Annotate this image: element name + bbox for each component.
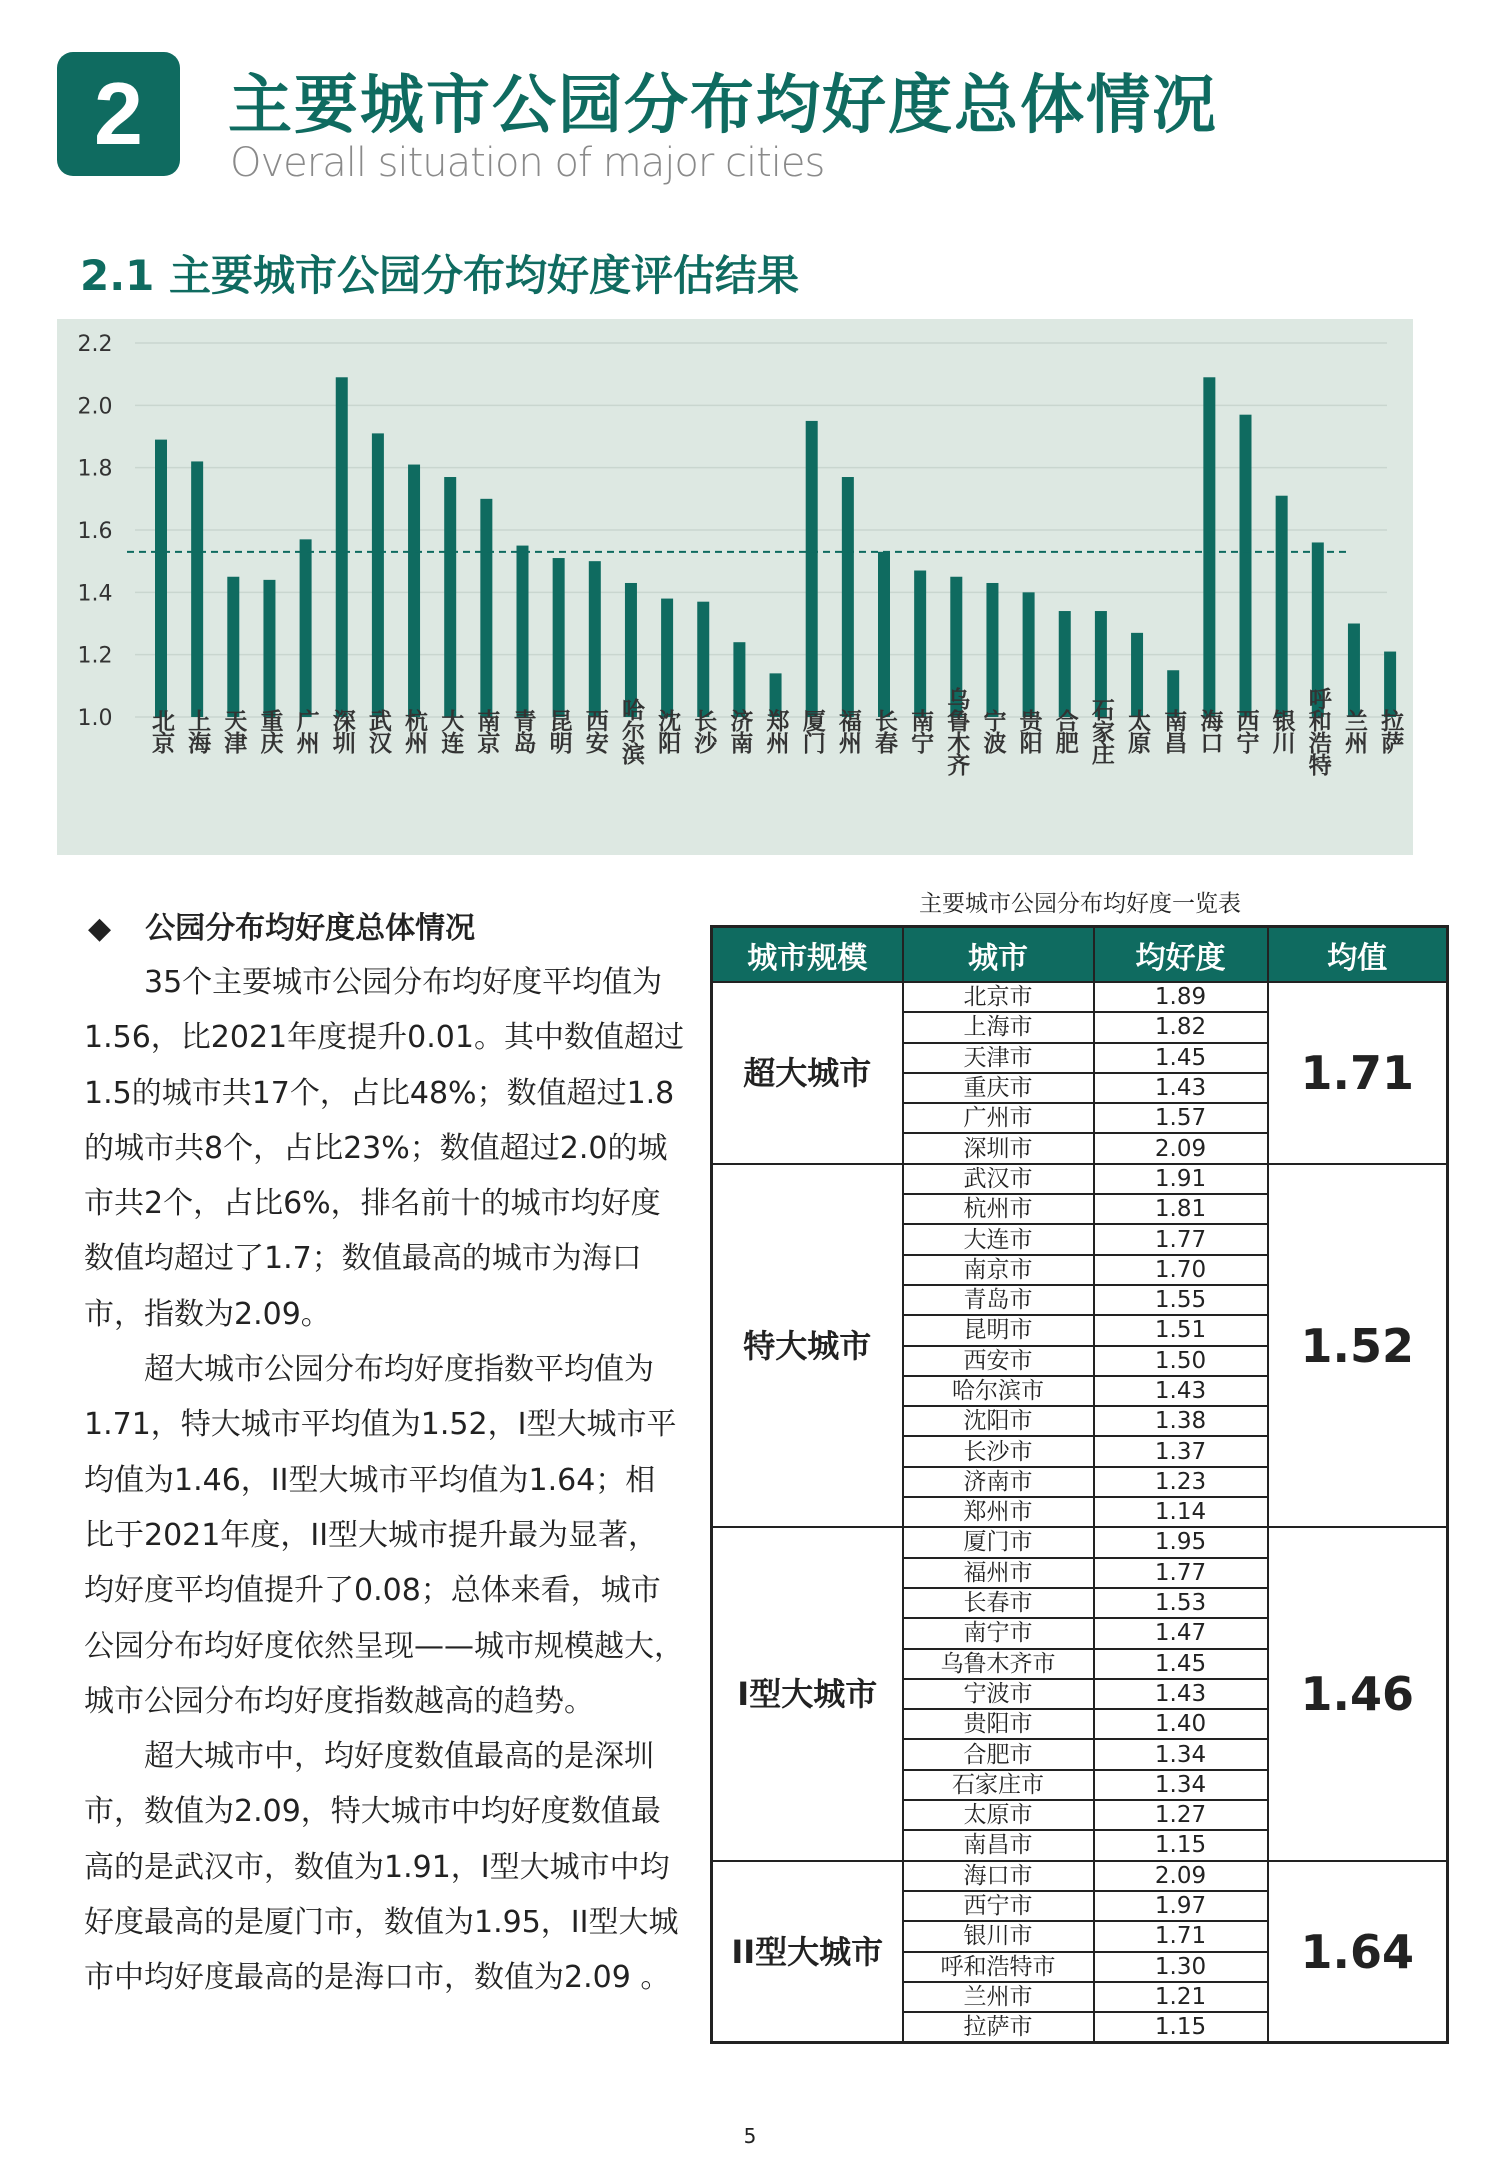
x-tick-label: 郑州 xyxy=(762,709,789,753)
city-cell: 深圳市 xyxy=(903,1133,1094,1163)
bar xyxy=(155,440,167,717)
bar xyxy=(878,552,890,717)
city-scale-cell: I型大城市 xyxy=(712,1527,903,1860)
bar xyxy=(1023,592,1035,717)
bar xyxy=(480,499,492,717)
city-cell: 呼和浩特市 xyxy=(903,1952,1094,1982)
bar xyxy=(733,642,745,717)
bar xyxy=(372,433,384,717)
group-mean-cell: 1.52 xyxy=(1268,1164,1448,1528)
group-mean-cell: 1.64 xyxy=(1268,1861,1448,2043)
score-cell: 1.37 xyxy=(1094,1436,1268,1466)
bar xyxy=(1203,377,1215,717)
x-tick-label: 北京 xyxy=(148,709,174,753)
body-text xyxy=(84,955,684,2006)
city-cell: 昆明市 xyxy=(903,1315,1094,1345)
city-cell: 银川市 xyxy=(903,1921,1094,1951)
score-cell: 1.40 xyxy=(1094,1709,1268,1739)
bar xyxy=(1348,624,1360,718)
bar xyxy=(1276,496,1288,717)
city-cell: 厦门市 xyxy=(903,1527,1094,1557)
city-cell: 哈尔滨市 xyxy=(903,1376,1094,1406)
x-tick-label: 广州 xyxy=(292,709,319,753)
city-cell: 杭州市 xyxy=(903,1194,1094,1224)
x-tick-label: 拉萨 xyxy=(1377,709,1404,753)
table-caption: 主要城市公园分布均好度一览表 xyxy=(919,891,1241,917)
x-tick-label: 杭州 xyxy=(401,709,428,753)
score-cell: 1.34 xyxy=(1094,1739,1268,1769)
text-heading xyxy=(88,903,475,947)
bar xyxy=(191,461,203,717)
y-tick-label: 2.0 xyxy=(77,394,113,420)
x-tick-label: 南昌 xyxy=(1160,709,1187,753)
x-tick-label: 南京 xyxy=(473,709,500,753)
y-tick-label: 1.2 xyxy=(77,643,113,669)
bar xyxy=(517,546,529,717)
y-tick-label: 1.8 xyxy=(77,456,113,482)
x-tick-label: 重庆 xyxy=(256,709,283,753)
page-number: 5 xyxy=(743,2124,757,2148)
score-cell: 1.15 xyxy=(1094,1830,1268,1860)
score-cell: 1.95 xyxy=(1094,1527,1268,1557)
score-cell: 1.21 xyxy=(1094,1982,1268,2012)
city-cell: 沈阳市 xyxy=(903,1406,1094,1436)
score-cell: 1.27 xyxy=(1094,1800,1268,1830)
bar-chart xyxy=(57,319,1413,855)
x-tick-label: 银川 xyxy=(1268,709,1295,753)
score-cell: 1.30 xyxy=(1094,1952,1268,1982)
bar xyxy=(842,477,854,717)
city-cell: 宁波市 xyxy=(903,1679,1094,1709)
x-tick-label: 海口 xyxy=(1196,709,1223,753)
chart-panel xyxy=(57,319,1413,855)
x-tick-label: 石家庄 xyxy=(1087,698,1114,764)
city-cell: 兰州市 xyxy=(903,1982,1094,2012)
x-tick-label: 济南 xyxy=(726,709,753,753)
y-tick-label: 1.4 xyxy=(77,581,113,607)
table-header-row xyxy=(712,927,1448,983)
city-cell: 太原市 xyxy=(903,1800,1094,1830)
city-cell: 大连市 xyxy=(903,1224,1094,1254)
city-cell: 贵阳市 xyxy=(903,1709,1094,1739)
city-cell: 南昌市 xyxy=(903,1830,1094,1860)
paragraph: 超大城市公园分布均好度指数平均值为1.71，特大城市平均值为1.52，I型大城市平均值为1.46，II型大城市平均值为1.64；相比于2021年度，II型大城市提升最为显著，均好度平均值提升了0.08；总体来看，城市公园分布均好度依然呈现——城市规模越大，城市公园分布均好度指数越高的趋势。 xyxy=(84,1352,684,1719)
score-cell: 1.77 xyxy=(1094,1224,1268,1254)
bar xyxy=(986,583,998,717)
score-cell: 1.53 xyxy=(1094,1588,1268,1618)
bar xyxy=(336,377,348,717)
city-cell: 广州市 xyxy=(903,1103,1094,1133)
x-tick-label: 太原 xyxy=(1124,709,1151,753)
city-cell: 天津市 xyxy=(903,1043,1094,1073)
city-cell: 拉萨市 xyxy=(903,2012,1094,2043)
column-header: 城市规模 xyxy=(712,927,903,983)
group-mean-cell: 1.46 xyxy=(1268,1527,1448,1860)
bar xyxy=(1384,652,1396,717)
x-tick-label: 西安 xyxy=(581,709,608,753)
score-cell: 1.71 xyxy=(1094,1921,1268,1951)
bar xyxy=(589,561,601,717)
city-cell: 西宁市 xyxy=(903,1891,1094,1921)
page-subtitle: Overall situation of major cities xyxy=(230,140,825,186)
score-cell: 2.09 xyxy=(1094,1861,1268,1891)
x-tick-label: 天津 xyxy=(220,709,247,753)
city-cell: 海口市 xyxy=(903,1861,1094,1891)
x-tick-label: 青岛 xyxy=(509,709,536,753)
section-number-badge: 2 xyxy=(57,52,180,176)
column-header: 城市 xyxy=(903,927,1094,983)
city-cell: 济南市 xyxy=(903,1467,1094,1497)
bar xyxy=(806,421,818,717)
column-header: 均好度 xyxy=(1094,927,1268,983)
score-cell: 1.47 xyxy=(1094,1618,1268,1648)
score-cell: 1.23 xyxy=(1094,1467,1268,1497)
bar xyxy=(300,539,312,717)
paragraph: 超大城市中，均好度数值最高的是深圳市，数值为2.09，特大城市中均好度数值最高的是武汉市，数值为1.91，I型大城市中均好度最高的是厦门市，数值为1.95，II型大城市中均好度最高的是海口市，数值为2.09 。 xyxy=(84,1739,679,1996)
score-cell: 1.97 xyxy=(1094,1891,1268,1921)
score-cell: 1.77 xyxy=(1094,1558,1268,1588)
score-cell: 1.51 xyxy=(1094,1315,1268,1345)
x-tick-label: 乌鲁木齐 xyxy=(943,687,970,775)
score-cell: 1.45 xyxy=(1094,1043,1268,1073)
city-cell: 武汉市 xyxy=(903,1164,1094,1194)
bar xyxy=(661,599,673,717)
city-cell: 石家庄市 xyxy=(903,1770,1094,1800)
bar xyxy=(1059,611,1071,717)
city-cell: 北京市 xyxy=(903,982,1094,1012)
score-cell: 2.09 xyxy=(1094,1133,1268,1163)
diamond-bullet-icon: ◆ xyxy=(88,911,112,946)
table-row xyxy=(712,982,1448,1012)
table-body xyxy=(712,982,1448,2043)
bar xyxy=(1240,415,1252,717)
bar xyxy=(553,558,565,717)
x-tick-label: 宁波 xyxy=(979,709,1006,753)
score-cell: 1.14 xyxy=(1094,1497,1268,1527)
score-cell: 1.43 xyxy=(1094,1376,1268,1406)
group-mean-cell: 1.71 xyxy=(1268,982,1448,1164)
x-tick-label: 沈阳 xyxy=(654,709,681,753)
x-tick-label: 贵阳 xyxy=(1015,709,1042,753)
x-tick-label: 合肥 xyxy=(1051,709,1078,753)
score-cell: 1.43 xyxy=(1094,1073,1268,1103)
score-cell: 1.43 xyxy=(1094,1679,1268,1709)
score-cell: 1.81 xyxy=(1094,1194,1268,1224)
score-cell: 1.89 xyxy=(1094,982,1268,1012)
x-tick-label: 厦门 xyxy=(798,709,825,753)
x-tick-label: 昆明 xyxy=(545,709,572,753)
x-tick-label: 长沙 xyxy=(690,709,717,753)
y-tick-label: 2.2 xyxy=(77,332,113,357)
city-scale-cell: 超大城市 xyxy=(712,982,903,1164)
x-tick-label: 西宁 xyxy=(1232,709,1259,753)
city-cell: 乌鲁木齐市 xyxy=(903,1649,1094,1679)
x-tick-label: 大连 xyxy=(437,709,464,753)
city-cell: 重庆市 xyxy=(903,1073,1094,1103)
y-tick-label: 1.0 xyxy=(77,706,113,731)
bar xyxy=(408,465,420,717)
score-cell: 1.45 xyxy=(1094,1649,1268,1679)
x-tick-label: 呼和浩特 xyxy=(1304,687,1331,775)
city-scale-cell: 特大城市 xyxy=(712,1164,903,1528)
x-tick-label: 兰州 xyxy=(1340,709,1367,753)
x-tick-label: 哈尔滨 xyxy=(617,698,644,764)
city-cell: 长沙市 xyxy=(903,1436,1094,1466)
score-cell: 1.34 xyxy=(1094,1770,1268,1800)
bar xyxy=(914,571,926,717)
x-tick-label: 福州 xyxy=(834,709,861,753)
bar xyxy=(625,583,637,717)
x-tick-label: 深圳 xyxy=(328,709,355,753)
text-heading-label: 公园分布均好度总体情况 xyxy=(145,911,476,946)
section-title: 2.1 主要城市公园分布均好度评估结果 xyxy=(80,251,800,300)
city-scale-cell: II型大城市 xyxy=(712,1861,903,2043)
score-cell: 1.50 xyxy=(1094,1346,1268,1376)
score-cell: 1.70 xyxy=(1094,1255,1268,1285)
city-cell: 郑州市 xyxy=(903,1497,1094,1527)
bar xyxy=(697,602,709,717)
city-cell: 青岛市 xyxy=(903,1285,1094,1315)
bar xyxy=(1131,633,1143,717)
score-cell: 1.38 xyxy=(1094,1406,1268,1436)
score-cell: 1.15 xyxy=(1094,2012,1268,2043)
bar xyxy=(227,577,239,717)
x-tick-label: 武汉 xyxy=(364,709,391,753)
bar xyxy=(263,580,275,717)
bar xyxy=(444,477,456,717)
city-cell: 合肥市 xyxy=(903,1739,1094,1769)
city-cell: 南宁市 xyxy=(903,1618,1094,1648)
city-cell: 福州市 xyxy=(903,1558,1094,1588)
table-row xyxy=(712,1861,1448,1891)
score-cell: 1.57 xyxy=(1094,1103,1268,1133)
city-cell: 长春市 xyxy=(903,1588,1094,1618)
score-cell: 1.55 xyxy=(1094,1285,1268,1315)
x-tick-label: 南宁 xyxy=(907,709,934,753)
score-cell: 1.91 xyxy=(1094,1164,1268,1194)
y-tick-label: 1.6 xyxy=(77,519,113,544)
x-tick-label: 长春 xyxy=(871,709,897,753)
column-header: 均值 xyxy=(1268,927,1448,983)
city-table xyxy=(710,925,1449,2044)
x-tick-label: 上海 xyxy=(184,709,211,753)
city-cell: 南京市 xyxy=(903,1255,1094,1285)
score-cell: 1.82 xyxy=(1094,1012,1268,1042)
city-cell: 西安市 xyxy=(903,1346,1094,1376)
city-cell: 上海市 xyxy=(903,1012,1094,1042)
paragraph: 35个主要城市公园分布均好度平均值为1.56，比2021年度提升0.01。其中数值超过1.5的城市共17个，占比48%；数值超过1.8的城市共8个，占比23%；数值超过2.0的城市共2个，占比6%，排名前十的城市均好度数值均超过了1.7；数值最高的城市为海口市，指数为2.09。 xyxy=(84,965,684,1332)
table-row xyxy=(712,1527,1448,1557)
table-row xyxy=(712,1164,1448,1194)
page-title: 主要城市公园分布均好度总体情况 xyxy=(228,69,1218,143)
